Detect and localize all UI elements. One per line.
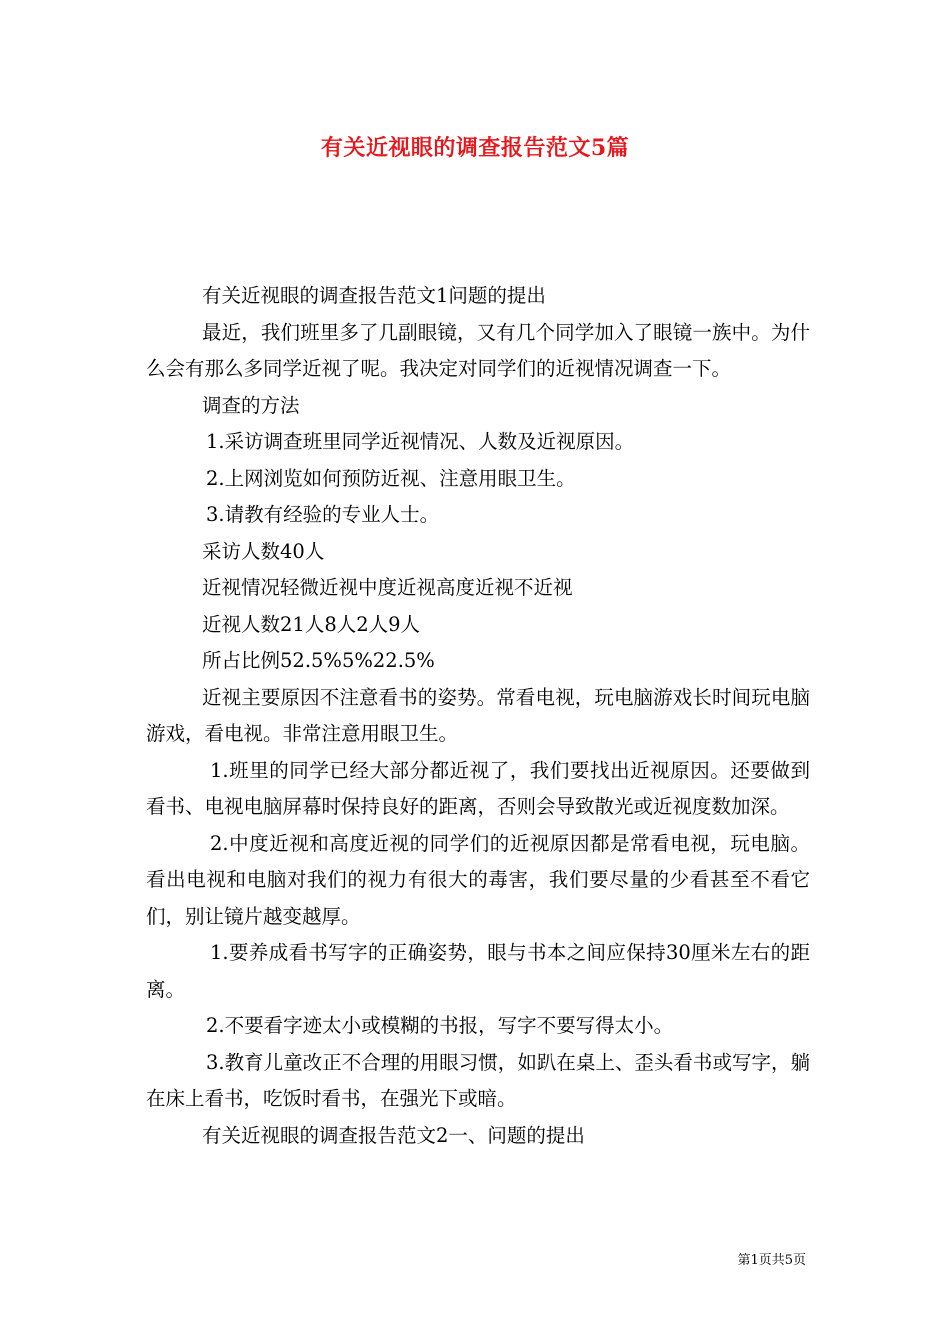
list-item: 1.要养成看书写字的正确姿势，眼与书本之间应保持30厘米左右的距离。 [146, 941, 810, 1001]
list-item: 1.采访调查班里同学近视情况、人数及近视原因。 [206, 430, 635, 453]
paragraph: 有关近视眼的调查报告范文1问题的提出 [202, 284, 546, 307]
paragraph: 最近，我们班里多了几副眼镜，又有几个同学加入了眼镜一族中。为什么会有那么多同学近视了呢。我决定对同学们的近视情况调查一下。 [146, 320, 810, 380]
document-body [146, 278, 810, 1154]
paragraph: 采访人数40人 [202, 539, 325, 563]
paragraph: 所占比例52.5%5%22.5% [202, 649, 435, 672]
paragraph: 有关近视眼的调查报告范文2一、问题的提出 [202, 1123, 585, 1147]
list-item: 2.上网浏览如何预防近视、注意用眼卫生。 [206, 466, 576, 490]
list-item: 3.请教有经验的专业人士。 [206, 503, 440, 526]
document-title: 有关近视眼的调查报告范文5篇 [320, 135, 630, 161]
list-item: 1.班里的同学已经大部分都近视了，我们要找出近视原因。还要做到看书、电视电脑屏幕时保持良好的距离，否则会导致散光或近视度数加深。 [146, 758, 810, 818]
list-item: 3.教育儿童改正不合理的用眼习惯，如趴在桌上、歪头看书或写字，躺在床上看书，吃饭时看书，在强光下或暗。 [146, 1050, 810, 1110]
page-number: 第1页共5页 [737, 1253, 806, 1268]
paragraph: 近视主要原因不注意看书的姿势。常看电视，玩电脑游戏长时间玩电脑游戏，看电视。非常注意用眼卫生。 [146, 685, 810, 745]
list-item: 2.中度近视和高度近视的同学们的近视原因都是常看电视，玩电脑。看出电视和电脑对我们的视力有很大的毒害，我们要尽量的少看甚至不看它们，别让镜片越变越厚。 [146, 831, 810, 928]
list-item: 2.不要看字迹太小或模糊的书报，写字不要写得太小。 [206, 1014, 674, 1037]
paragraph: 近视人数21人8人2人9人 [202, 612, 421, 636]
paragraph: 调查的方法 [202, 393, 300, 417]
paragraph: 近视情况轻微近视中度近视高度近视不近视 [202, 576, 573, 599]
